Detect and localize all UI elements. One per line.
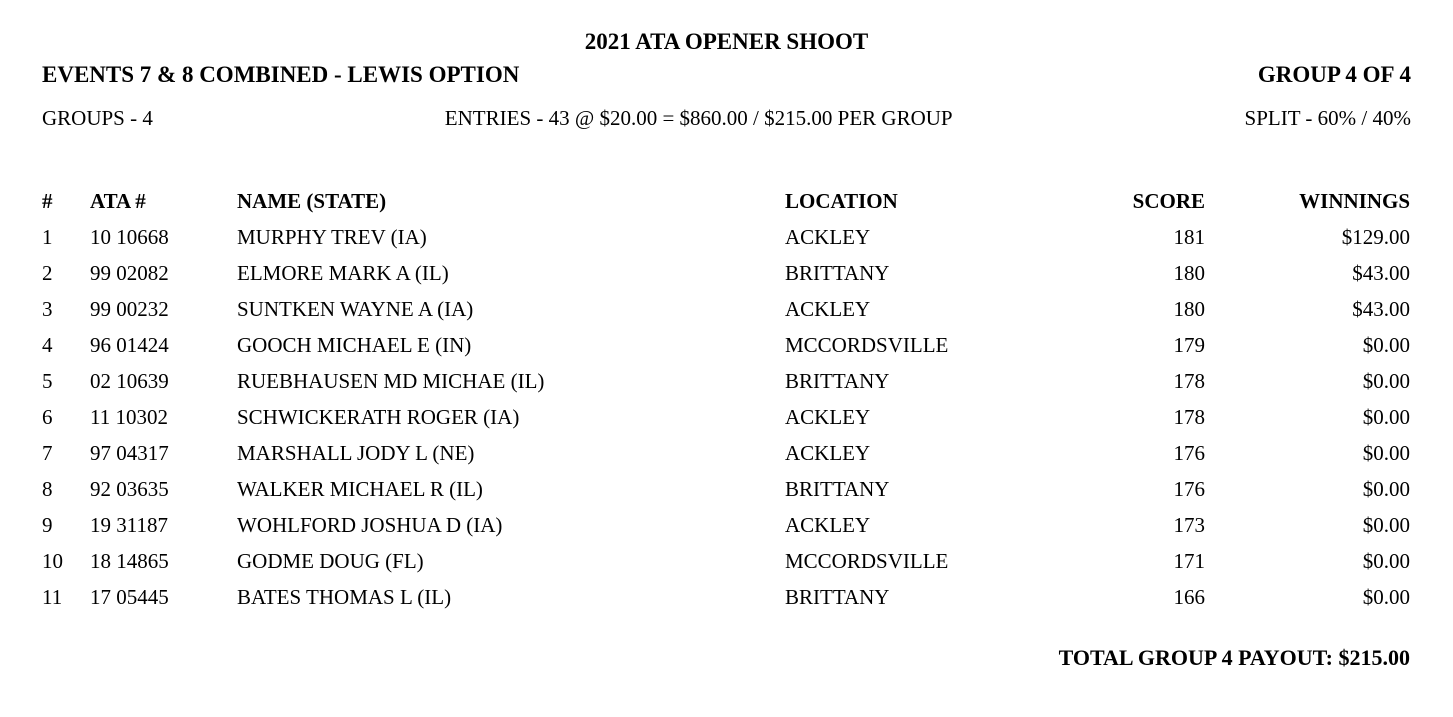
ata-number-cell: 97 04317 — [90, 441, 169, 465]
table-row — [42, 255, 1410, 291]
winnings-cell: $129.00 — [1341, 225, 1410, 249]
rank-cell: 5 — [42, 369, 53, 393]
winnings-cell: $0.00 — [1362, 513, 1410, 537]
rank-cell: 11 — [42, 585, 63, 609]
location-cell: BRITTANY — [785, 261, 890, 285]
name-cell: MURPHY TREV (IA) — [237, 225, 427, 249]
winnings-cell: $0.00 — [1362, 585, 1410, 609]
location-cell: BRITTANY — [785, 369, 890, 393]
rank-cell: 8 — [42, 477, 53, 501]
rank-cell: 10 — [42, 549, 63, 573]
winnings-cell: $0.00 — [1362, 441, 1410, 465]
table-row — [42, 219, 1410, 255]
score-cell: 178 — [1173, 369, 1205, 393]
header-location: LOCATION — [785, 189, 898, 213]
score-cell: 181 — [1173, 225, 1205, 249]
winnings-cell: $43.00 — [1352, 261, 1410, 285]
report-title: 2021 ATA OPENER SHOOT — [584, 29, 869, 54]
winnings-cell: $43.00 — [1352, 297, 1410, 321]
table-row — [42, 399, 1410, 435]
name-cell: GOOCH MICHAEL E (IN) — [237, 333, 472, 357]
table-row — [42, 435, 1410, 471]
name-cell: GODME DOUG (FL) — [237, 549, 424, 573]
total-payout: TOTAL GROUP 4 PAYOUT: $215.00 — [1058, 645, 1410, 670]
table-row — [42, 471, 1410, 507]
location-cell: ACKLEY — [785, 513, 871, 537]
rank-cell: 2 — [42, 261, 53, 285]
table-body — [42, 219, 1410, 615]
table-row — [42, 579, 1410, 615]
table-row — [42, 507, 1410, 543]
rank-cell: 9 — [42, 513, 53, 537]
ata-number-cell: 92 03635 — [90, 477, 169, 501]
rank-cell: 4 — [42, 333, 53, 357]
rank-cell: 1 — [42, 225, 53, 249]
winnings-cell: $0.00 — [1362, 549, 1410, 573]
ata-number-cell: 96 01424 — [90, 333, 169, 357]
table-row — [42, 363, 1410, 399]
name-cell: SCHWICKERATH ROGER (IA) — [237, 405, 520, 429]
location-cell: MCCORDSVILLE — [785, 333, 949, 357]
info-line — [0, 106, 1453, 130]
winnings-cell: $0.00 — [1362, 477, 1410, 501]
split-percentages: SPLIT - 60% / 40% — [1244, 106, 1411, 130]
winnings-cell: $0.00 — [1362, 405, 1410, 429]
ata-number-cell: 17 05445 — [90, 585, 169, 609]
score-cell: 176 — [1173, 477, 1205, 501]
name-cell: WOHLFORD JOSHUA D (IA) — [237, 513, 503, 537]
ata-number-cell: 99 02082 — [90, 261, 169, 285]
score-cell: 180 — [1173, 261, 1205, 285]
results-table — [0, 183, 1453, 615]
event-line — [0, 63, 1453, 87]
group-indicator: GROUP 4 OF 4 — [1257, 62, 1411, 87]
rank-cell: 7 — [42, 441, 53, 465]
ata-number-cell: 18 14865 — [90, 549, 169, 573]
name-cell: MARSHALL JODY L (NE) — [237, 441, 475, 465]
location-cell: BRITTANY — [785, 585, 890, 609]
header-winnings: WINNINGS — [1299, 189, 1410, 213]
header-name: NAME (STATE) — [237, 189, 387, 213]
entries-summary: ENTRIES - 43 @ $20.00 = $860.00 / $215.00 PER GROUP — [444, 106, 953, 130]
score-cell: 166 — [1173, 585, 1205, 609]
location-cell: MCCORDSVILLE — [785, 549, 949, 573]
header-ata: ATA # — [90, 189, 146, 213]
location-cell: ACKLEY — [785, 441, 871, 465]
score-cell: 178 — [1173, 405, 1205, 429]
rank-cell: 6 — [42, 405, 53, 429]
winnings-cell: $0.00 — [1362, 369, 1410, 393]
score-cell: 176 — [1173, 441, 1205, 465]
location-cell: ACKLEY — [785, 225, 871, 249]
name-cell: BATES THOMAS L (IL) — [237, 585, 452, 609]
ata-number-cell: 10 10668 — [90, 225, 169, 249]
name-cell: ELMORE MARK A (IL) — [237, 261, 449, 285]
location-cell: ACKLEY — [785, 405, 871, 429]
score-cell: 173 — [1173, 513, 1205, 537]
table-row — [42, 291, 1410, 327]
ata-number-cell: 99 00232 — [90, 297, 169, 321]
header-score: SCORE — [1132, 189, 1205, 213]
ata-number-cell: 11 10302 — [90, 405, 168, 429]
ata-number-cell: 19 31187 — [90, 513, 168, 537]
score-cell: 171 — [1173, 549, 1205, 573]
location-cell: ACKLEY — [785, 297, 871, 321]
table-row — [42, 327, 1410, 363]
table-header-row — [42, 183, 1410, 219]
header-rank: # — [42, 189, 53, 213]
ata-number-cell: 02 10639 — [90, 369, 169, 393]
event-name: EVENTS 7 & 8 COMBINED - LEWIS OPTION — [42, 62, 520, 87]
location-cell: BRITTANY — [785, 477, 890, 501]
groups-count: GROUPS - 4 — [42, 106, 153, 130]
name-cell: SUNTKEN WAYNE A (IA) — [237, 297, 474, 321]
name-cell: RUEBHAUSEN MD MICHAE (IL) — [237, 369, 545, 393]
table-row — [42, 543, 1410, 579]
winnings-cell: $0.00 — [1362, 333, 1410, 357]
score-cell: 179 — [1173, 333, 1205, 357]
rank-cell: 3 — [42, 297, 53, 321]
score-cell: 180 — [1173, 297, 1205, 321]
name-cell: WALKER MICHAEL R (IL) — [237, 477, 483, 501]
